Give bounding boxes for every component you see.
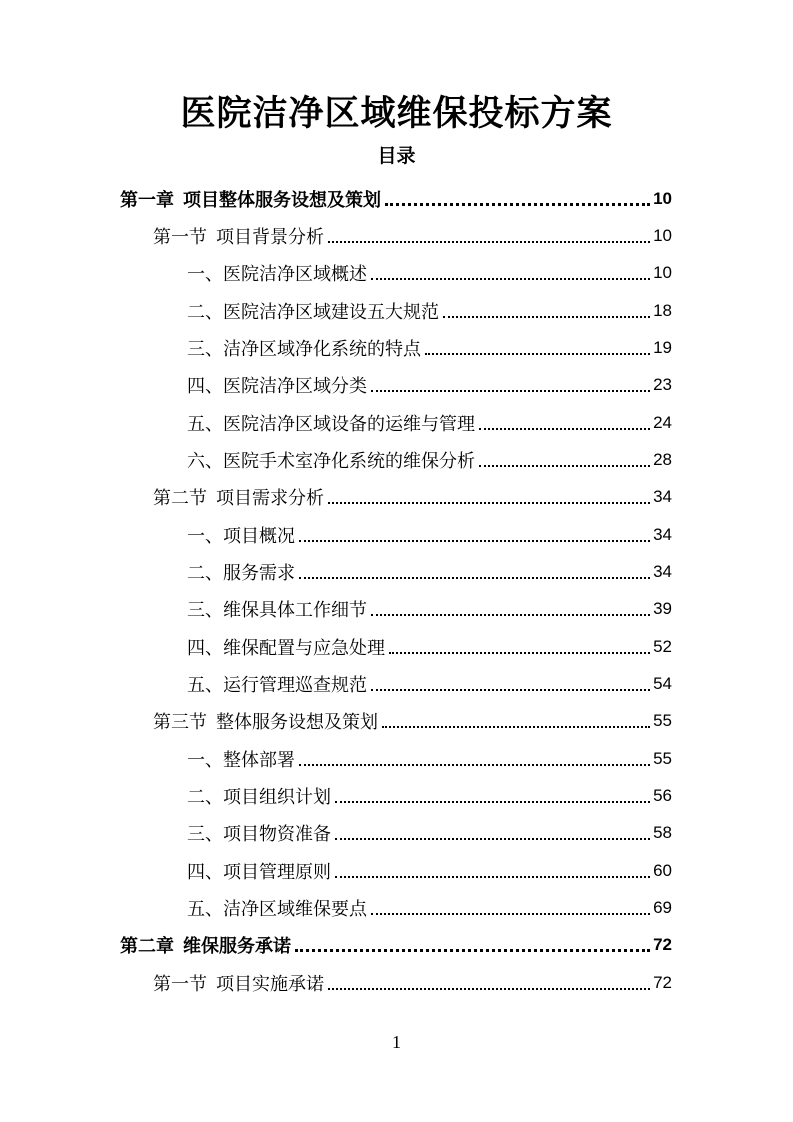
toc-entry-page: 23	[653, 374, 672, 394]
dot-leader	[479, 428, 650, 430]
toc-entry-number: 第一节	[153, 226, 207, 248]
toc-entry-page: 19	[653, 337, 672, 357]
toc-entry-item[interactable]	[187, 740, 672, 777]
toc-entry-section[interactable]	[153, 702, 672, 739]
toc-entry-title: 六、医院手术室净化系统的维保分析	[187, 450, 475, 472]
toc-entry-page: 60	[653, 860, 672, 880]
toc-entry-page: 69	[653, 897, 672, 917]
toc-entry-number: 第二节	[153, 487, 207, 509]
toc-entry-page: 10	[653, 262, 672, 282]
toc-entry-page: 54	[653, 673, 672, 693]
dot-leader	[371, 689, 650, 691]
dot-leader	[295, 949, 650, 952]
toc-entry-page: 55	[653, 710, 672, 730]
toc-entry-page: 72	[653, 972, 672, 992]
toc-entry-title: 维保服务承诺	[183, 935, 291, 957]
toc-entry-title: 四、维保配置与应急处理	[187, 637, 385, 659]
toc-entry-chapter-2[interactable]	[120, 926, 672, 963]
toc-entry-title: 三、洁净区域净化系统的特点	[187, 338, 421, 360]
dot-leader	[382, 726, 650, 728]
toc-entry-page: 10	[653, 225, 672, 245]
dot-leader	[335, 838, 650, 840]
toc-entry-title: 三、项目物资准备	[187, 823, 331, 845]
dot-leader	[328, 502, 650, 504]
dot-leader	[335, 876, 650, 878]
toc-entry-item[interactable]	[187, 254, 672, 291]
toc-entry-page: 56	[653, 785, 672, 805]
toc-entry-page: 18	[653, 300, 672, 320]
dot-leader	[371, 390, 650, 392]
toc-entry-item[interactable]	[187, 292, 672, 329]
toc-entry-item[interactable]	[187, 665, 672, 702]
toc-entry-page: 39	[653, 598, 672, 618]
dot-leader	[371, 278, 650, 280]
toc-entry-number: 第一章	[120, 189, 174, 211]
toc-entry-title: 项目背景分析	[216, 226, 324, 248]
toc-entry-title: 二、服务需求	[187, 562, 295, 584]
dot-leader	[385, 203, 650, 206]
dot-leader	[328, 241, 650, 243]
toc-entry-item[interactable]	[187, 329, 672, 366]
dot-leader	[371, 913, 650, 915]
dot-leader	[425, 353, 650, 355]
toc-entry-page: 24	[653, 412, 672, 432]
toc-entry-number: 第一节	[153, 973, 207, 995]
toc-entry-title: 整体服务设想及策划	[216, 711, 378, 733]
toc-entry-page: 55	[653, 748, 672, 768]
toc-entry-item[interactable]	[187, 814, 672, 851]
dot-leader	[299, 577, 650, 579]
toc-entry-item[interactable]	[187, 553, 672, 590]
toc-entry-title: 二、医院洁净区域建设五大规范	[187, 301, 439, 323]
page-number: 1	[392, 1032, 401, 1052]
dot-leader	[299, 540, 650, 542]
toc-heading: 目录	[377, 145, 416, 167]
toc-entry-title: 项目实施承诺	[216, 973, 324, 995]
toc-entry-item[interactable]	[187, 889, 672, 926]
dot-leader	[479, 465, 650, 467]
toc-entry-section[interactable]	[153, 478, 672, 515]
toc-entry-section[interactable]	[153, 217, 672, 254]
dot-leader	[299, 764, 650, 766]
toc-entry-page: 34	[653, 524, 672, 544]
toc-entry-page: 58	[653, 822, 672, 842]
toc-entry-title: 一、医院洁净区域概述	[187, 263, 367, 285]
toc-entry-item[interactable]	[187, 441, 672, 478]
toc-entry-chapter-1[interactable]	[120, 180, 672, 217]
toc-entry-page: 72	[653, 934, 672, 954]
toc-entry-title: 五、医院洁净区域设备的运维与管理	[187, 413, 475, 435]
toc-entry-number: 第二章	[120, 935, 174, 957]
toc-entry-page: 28	[653, 449, 672, 469]
document-title: 医院洁净区域维保投标方案	[180, 94, 613, 134]
toc-entry-page: 34	[653, 486, 672, 506]
toc-entry-item[interactable]	[187, 516, 672, 553]
dot-leader	[328, 988, 650, 990]
toc-entry-title: 项目整体服务设想及策划	[183, 189, 381, 211]
toc-entry-item[interactable]	[187, 777, 672, 814]
toc-entry-page: 52	[653, 636, 672, 656]
toc-entry-title: 项目需求分析	[216, 487, 324, 509]
toc-entry-page: 10	[653, 188, 672, 208]
dot-leader	[443, 316, 650, 318]
dot-leader	[371, 614, 650, 616]
toc-entry-section[interactable]	[153, 964, 672, 1001]
toc-entry-item[interactable]	[187, 852, 672, 889]
toc-entry-title: 三、维保具体工作细节	[187, 599, 367, 621]
toc-entry-item[interactable]	[187, 590, 672, 627]
dot-leader	[389, 652, 650, 654]
toc-entry-title: 一、整体部署	[187, 749, 295, 771]
toc-entry-title: 一、项目概况	[187, 525, 295, 547]
toc-entry-page: 34	[653, 561, 672, 581]
toc-entry-title: 四、医院洁净区域分类	[187, 375, 367, 397]
dot-leader	[335, 801, 650, 803]
toc-entry-title: 五、洁净区域维保要点	[187, 898, 367, 920]
toc-entry-title: 五、运行管理巡查规范	[187, 674, 367, 696]
toc-entry-title: 四、项目管理原则	[187, 861, 331, 883]
toc-entry-number: 第三节	[153, 711, 207, 733]
toc-entry-title: 二、项目组织计划	[187, 786, 331, 808]
toc-entry-item[interactable]	[187, 366, 672, 403]
toc-entry-item[interactable]	[187, 628, 672, 665]
toc-entry-item[interactable]	[187, 404, 672, 441]
